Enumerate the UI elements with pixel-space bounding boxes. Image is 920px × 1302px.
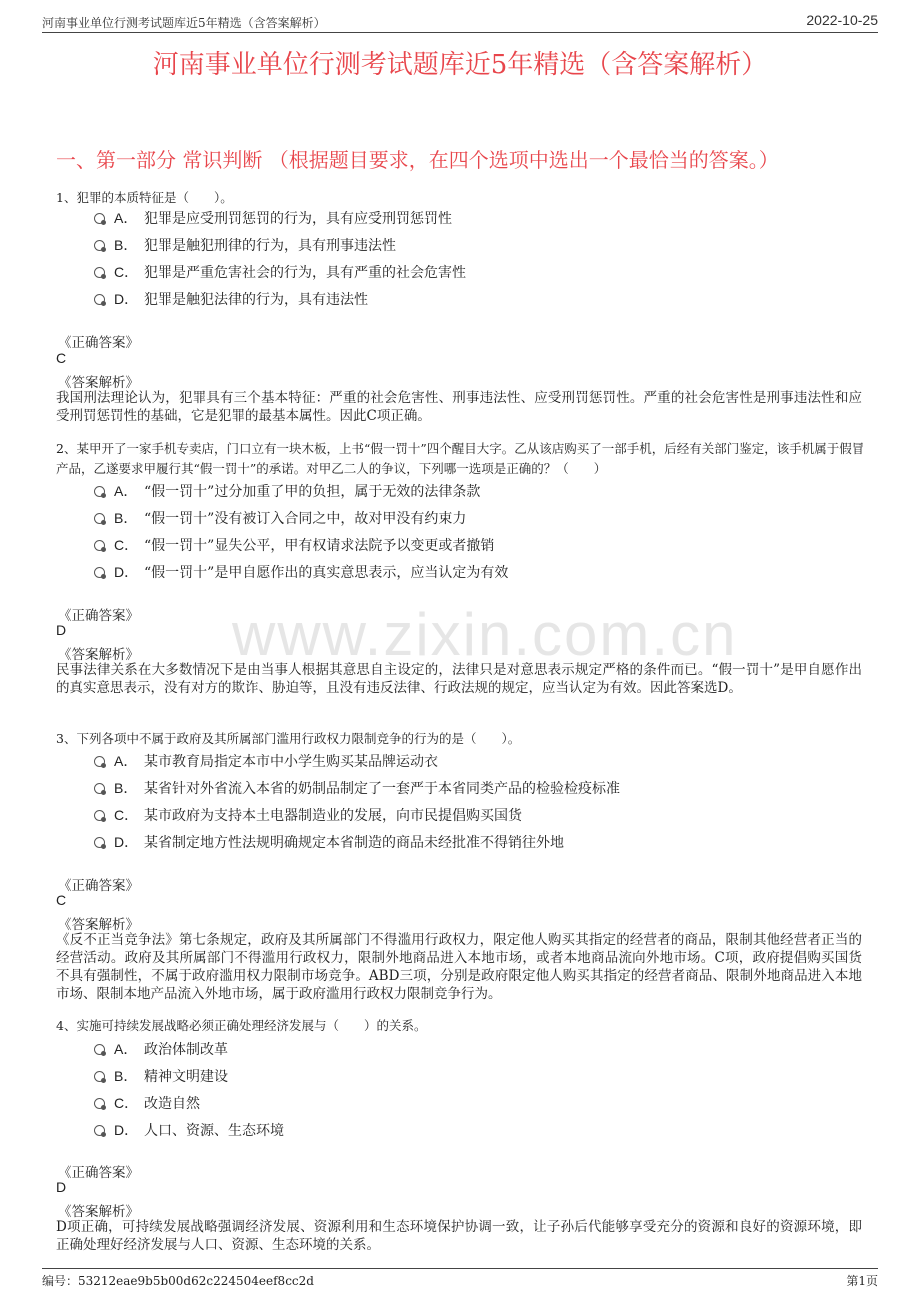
question-4-stem: 4、实施可持续发展战略必须正确处理经济发展与（ ）的关系。 [56,1018,427,1033]
page-footer [42,1268,878,1289]
explanation-label: 《答案解析》 [58,1204,139,1220]
radio-icon[interactable] [94,213,105,224]
question-3-explanation: 《反不正当竞争法》第七条规定，政府及其所属部门不得滥用行政权力，限定他人购买其指定的经营者的商品，限制其他经营者正当的经营活动。政府及其所属部门不得滥用行政权力，限制外地商品进入本地市场，或者本地商品流向外地市场。C项，政府提倡购买国货不具有强制性，不属于政府滥用权力限制市场竞争。ABD三项，分别是政府限定他人购买其指定的经营者商品、限制外地商品进入本地市场、限制本地产品流入外地市场，属于政府滥用行政权力限制竞争行为。 [56,932,862,1002]
radio-icon[interactable] [94,267,105,278]
radio-icon[interactable] [94,240,105,251]
question-2-explanation: 民事法律关系在大多数情况下是由当事人根据其意思自主设定的，法律只是对意思表示规定严格的条件而已。“假一罚十”是甲自愿作出的真实意思表示，没有对方的欺诈、胁迫等，且没有违反法律、行政法规的规定，应当认定为有效。因此答案选D。 [56,662,862,696]
watermark: www.zixin.com.cn [232,601,738,668]
document-id: 编号：53212eae9b5b00d62c224504eef8cc2d [42,1274,314,1288]
question-2-stem: 2、某甲开了一家手机专卖店，门口立有一块木板，上书“假一罚十”四个醒目大字。乙从该店购买了一部手机，后经有关部门鉴定，该手机属于假冒产品，乙遂要求甲履行其“假一罚十”的承诺。对甲乙二人的争议，下列哪一选项是正确的？（ ） [56,441,865,476]
radio-icon[interactable] [94,540,105,551]
radio-icon[interactable] [94,810,105,821]
answer-label: 《正确答案》 [58,878,139,894]
answer-label: 《正确答案》 [58,335,139,351]
radio-icon[interactable] [94,1098,105,1109]
section-heading: 一、第一部分 常识判断 （根据题目要求，在四个选项中选出一个最恰当的答案。） [56,148,779,172]
page-header [42,12,878,33]
radio-icon[interactable] [94,837,105,848]
radio-icon[interactable] [94,567,105,578]
header-date: 2022-10-25 [806,12,878,28]
radio-icon[interactable] [94,486,105,497]
radio-icon[interactable] [94,783,105,794]
answer-label: 《正确答案》 [58,608,139,624]
question-2-answer: D [56,622,67,638]
question-1-stem: 1、犯罪的本质特征是（ ）。 [56,190,233,205]
question-1-answer: C [56,350,67,366]
question-3-stem: 3、下列各项中不属于政府及其所属部门滥用行政权力限制竞争的行为的是（ ）。 [56,731,521,746]
header-title: 河南事业单位行测考试题库近5年精选（含答案解析） [42,16,326,30]
page-number: 第1页 [846,1274,878,1288]
radio-icon[interactable] [94,1071,105,1082]
radio-icon[interactable] [94,513,105,524]
question-4-answer: D [56,1179,67,1195]
explanation-label: 《答案解析》 [58,647,139,663]
question-3-answer: C [56,892,67,908]
radio-icon[interactable] [94,294,105,305]
document-title: 河南事业单位行测考试题库近5年精选（含答案解析） [152,50,768,80]
radio-icon[interactable] [94,1125,105,1136]
question-1-explanation: 我国刑法理论认为，犯罪具有三个基本特征：严重的社会危害性、刑事违法性、应受刑罚惩罚性。严重的社会危害性是刑事违法性和应受刑罚惩罚性的基础，它是犯罪的最基本属性。因此C项正确。 [56,390,862,424]
radio-icon[interactable] [94,1044,105,1055]
question-4-explanation: D项正确，可持续发展战略强调经济发展、资源利用和生态环境保护协调一致，让子孙后代能够享受充分的资源和良好的资源环境，即正确处理好经济发展与人口、资源、生态环境的关系。 [56,1219,862,1253]
radio-icon[interactable] [94,756,105,767]
answer-label: 《正确答案》 [58,1165,139,1181]
explanation-label: 《答案解析》 [58,375,139,391]
explanation-label: 《答案解析》 [58,917,139,933]
